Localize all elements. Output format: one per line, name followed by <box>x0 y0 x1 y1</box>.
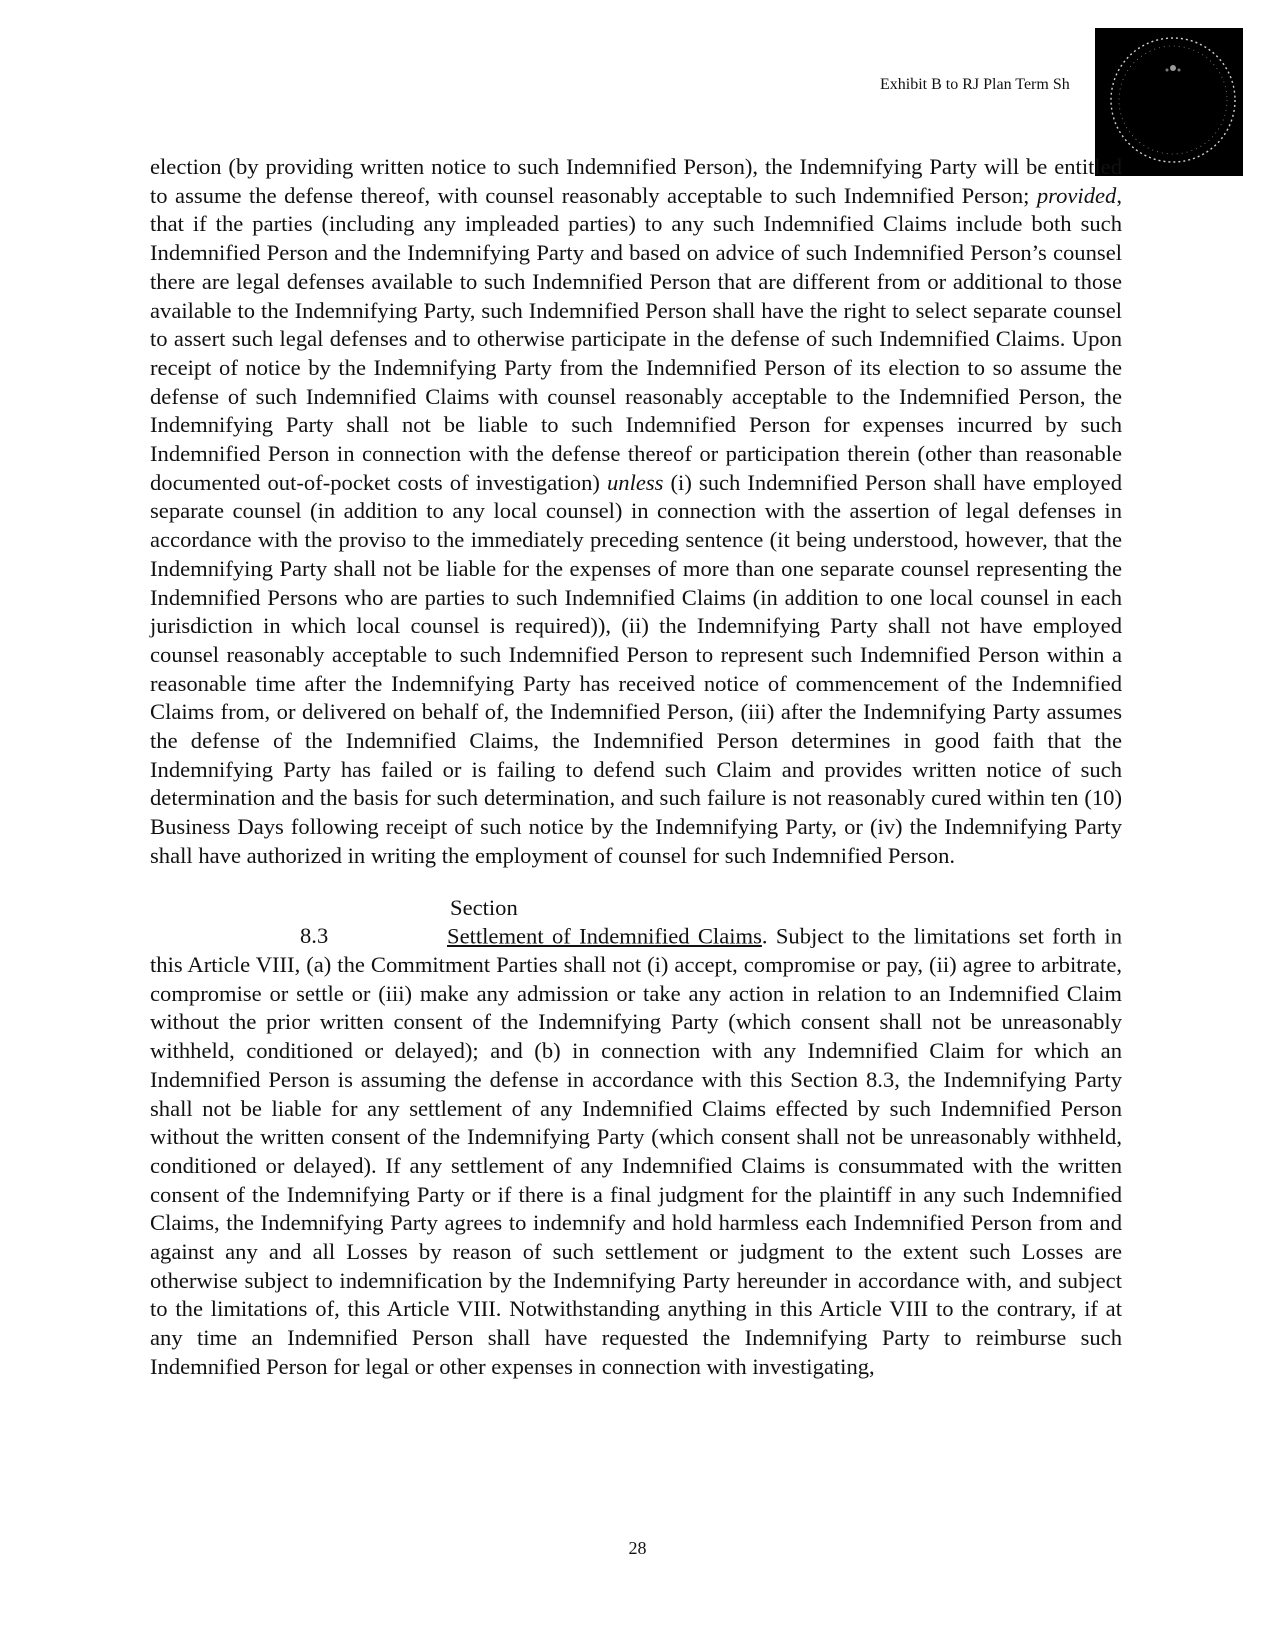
page-header: Exhibit B to RJ Plan Term Sh <box>880 76 1070 93</box>
page-number: 28 <box>628 1538 647 1558</box>
paragraph-defense-assumption: election (by providing written notice to such Indemnified Person), the Indemnifying Party will be entitled to assume the defense thereof, with counsel reasonably acceptable to such Indemnified Person; provided, that if the parties (including any impleaded parties) to any such Indemnified Claims include both such Indemnified Person and the Indemnifying Party and based on advice of such Indemnified Person’s counsel there are legal defenses available to such Indemnified Person that are different from or additional to those available to the Indemnifying Party, such Indemnified Person shall have the right to select separate counsel to assert such legal defenses and to otherwise participate in the defense of such Indemnified Claims. Upon receipt of notice by the Indemnifying Party from the Indemnified Person of its election to so assume the defense of such Indemnified Claims with counsel reasonably acceptable to the Indemnified Person, the Indemnifying Party shall not be liable to such Indemnified Person for expenses incurred by such Indemnified Person in connection with the defense thereof or participation therein (other than reasonable documented out-of-pocket costs of investigation) unless (i) such Indemnified Person shall have employed separate counsel (in addition to any local counsel) in connection with the assertion of legal defenses in accordance with the proviso to the immediately preceding sentence (it being understood, however, that the Indemnifying Party shall not be liable for the expenses of more than one separate counsel representing the Indemnified Persons who are parties to such Indemnified Claims (in addition to one local counsel in each jurisdiction in which local counsel is required)), (ii) the Indemnifying Party shall not have employed counsel reasonably acceptable to such Indemnified Person to represent such Indemnified Person within a reasonable time after the Indemnifying Party has received notice of commencement of the Indemnified Claims from, or delivered on behalf of, the Indemnified Person, (iii) after the Indemnifying Party assumes the defense of the Indemnified Claims, the Indemnified Person determines in good faith that the Indemnifying Party has failed or is failing to defend such Claim and provides written notice of such determination and the basis for such determination, and such failure is not reasonably cured within ten (10) Business Days following receipt of such notice by the Indemnifying Party, or (iv) the Indemnifying Party shall have authorized in writing the employment of counsel for such Indemnified Person. <box>150 154 1122 868</box>
section-8-3-paragraph: Section 8.3 Settlement of Indemnified Claims. Subject to the limitations set forth in this Article VIII, (a) the Commitment Parties shall not (i) accept, compromise or pay, (ii) agree to arbitrate, compromise or settle or (iii) make any admission or take any action in relation to an Indemnified Claim without the prior written consent of the Indemnifying Party (which consent shall not be unreasonably withheld, conditioned or delayed); and (b) in connection with any Indemnified Claim for which an Indemnified Person is assuming the defense in accordance with this Section 8.3, the Indemnifying Party shall not be liable for any settlement of any Indemnified Claims effected by such Indemnified Person without the written consent of the Indemnifying Party (which consent shall not be unreasonably withheld, conditioned or delayed). If any settlement of any Indemnified Claims is consummated with the written consent of the Indemnifying Party or if there is a final judgment for the plaintiff in any such Indemnified Claims, the Indemnifying Party agrees to indemnify and hold harmless each Indemnified Person from and against any and all Losses by reason of such settlement or judgment to the extent such Losses are otherwise subject to indemnification by the Indemnifying Party hereunder in accordance with, and subject to the limitations of, this Article VIII. Notwithstanding anything in this Article VIII to the contrary, if at any time an Indemnified Person shall have requested the Indemnifying Party to reimburse such Indemnified Person for legal or other expenses in connection with investigating, <box>150 894 1122 1379</box>
section-number: Section 8.3 <box>300 894 518 949</box>
emphasis-provided: provided <box>1036 182 1117 208</box>
emphasis-unless: unless <box>606 469 664 495</box>
section-title: Settlement of Indemnified Claims <box>447 923 762 949</box>
document-body <box>150 153 1122 1382</box>
